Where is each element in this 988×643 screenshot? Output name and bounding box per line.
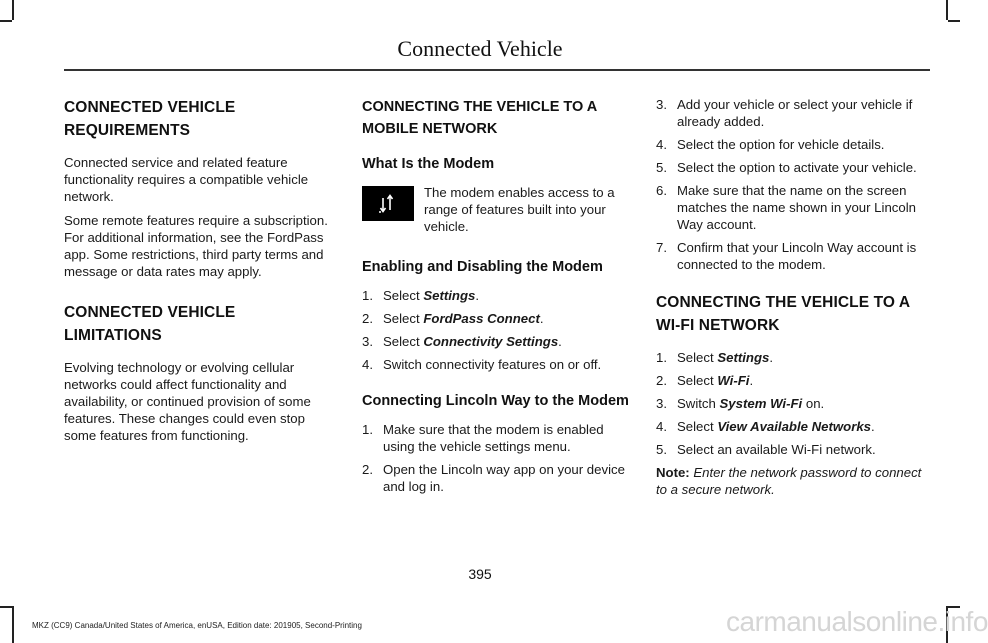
column-right <box>656 96 928 498</box>
crop-mark <box>0 606 12 608</box>
column-middle <box>362 96 634 501</box>
lincoln-way-steps <box>362 421 634 495</box>
list-item: 4. Switch connectivity features on or off. <box>362 357 602 372</box>
list-item: 1. Select Settings. <box>656 350 774 365</box>
list-item: 6. Make sure that the name on the screen matches the name shown in your Lincoln Way account. <box>656 183 916 232</box>
list-item: 7. Confirm that your Lincoln Way account is connected to the modem. <box>656 240 917 272</box>
wifi-steps <box>656 349 928 458</box>
list-item: 1. Make sure that the modem is enabled using the vehicle settings menu. <box>362 422 604 454</box>
subheading-what-is-modem: What Is the Modem <box>362 156 495 172</box>
list-item: 3. Select Connectivity Settings. <box>362 334 562 349</box>
page-header-title: Connected Vehicle <box>397 36 563 61</box>
paragraph: Connected service and related feature functionality requires a compatible vehicle network. <box>64 155 309 204</box>
list-item: 2. Select Wi-Fi. <box>656 373 754 388</box>
column-left <box>64 96 338 451</box>
list-item: 5. Select an available Wi-Fi network. <box>656 442 876 457</box>
modem-icon <box>362 186 414 221</box>
subheading-lincoln-way: Connecting Lincoln Way to the Modem <box>362 393 629 409</box>
subheading-enable-modem: Enabling and Disabling the Modem <box>362 259 603 275</box>
crop-mark <box>0 20 12 22</box>
section-heading-limitations: CONNECTED VEHICLE LIMITATIONS <box>64 304 236 344</box>
list-item: 4. Select the option for vehicle details. <box>656 137 885 152</box>
crop-mark <box>948 20 960 22</box>
list-item: 5. Select the option to activate your vehicle. <box>656 160 917 175</box>
enable-modem-steps <box>362 287 634 373</box>
list-item: 2. Open the Lincoln way app on your device and log in. <box>362 462 625 494</box>
list-item: 4. Select View Available Networks. <box>656 419 875 434</box>
modem-description: The modem enables access to a range of features built into your vehicle. <box>424 185 615 234</box>
crop-mark <box>12 606 14 643</box>
paragraph: Evolving technology or evolving cellular networks could affect functionality and availability, or continued provision of some features. These changes could even stop some features from functioning. <box>64 360 311 443</box>
list-item: 3. Switch System Wi-Fi on. <box>656 396 825 411</box>
page-number: 395 <box>468 566 492 582</box>
watermark: carmanualsonline.info <box>726 606 988 637</box>
edition-footer: MKZ (CC9) Canada/United States of America, enUSA, Edition date: 201905, Second-Printing <box>32 621 362 630</box>
list-item: 1. Select Settings. <box>362 288 480 303</box>
list-item: 2. Select FordPass Connect. <box>362 311 544 326</box>
section-heading-wifi: CONNECTING THE VEHICLE TO A WI-FI NETWORK <box>656 294 911 334</box>
list-item: 3. Add your vehicle or select your vehicle if already added. <box>656 97 913 129</box>
section-heading-mobile-network: CONNECTING THE VEHICLE TO A MOBILE NETWORK <box>362 99 598 137</box>
paragraph: Some remote features require a subscription. For additional information, see the FordPass app. Some restrictions, third party terms and message or data rates may apply. <box>64 213 328 279</box>
section-heading-requirements: CONNECTED VEHICLE REQUIREMENTS <box>64 99 236 139</box>
header-rule <box>64 69 930 71</box>
crop-mark <box>946 0 948 20</box>
lincoln-way-steps-continued <box>656 96 928 273</box>
note: Note: Enter the network password to connect to a secure network. <box>656 465 922 497</box>
modem-info <box>362 184 634 235</box>
crop-mark <box>12 0 14 20</box>
